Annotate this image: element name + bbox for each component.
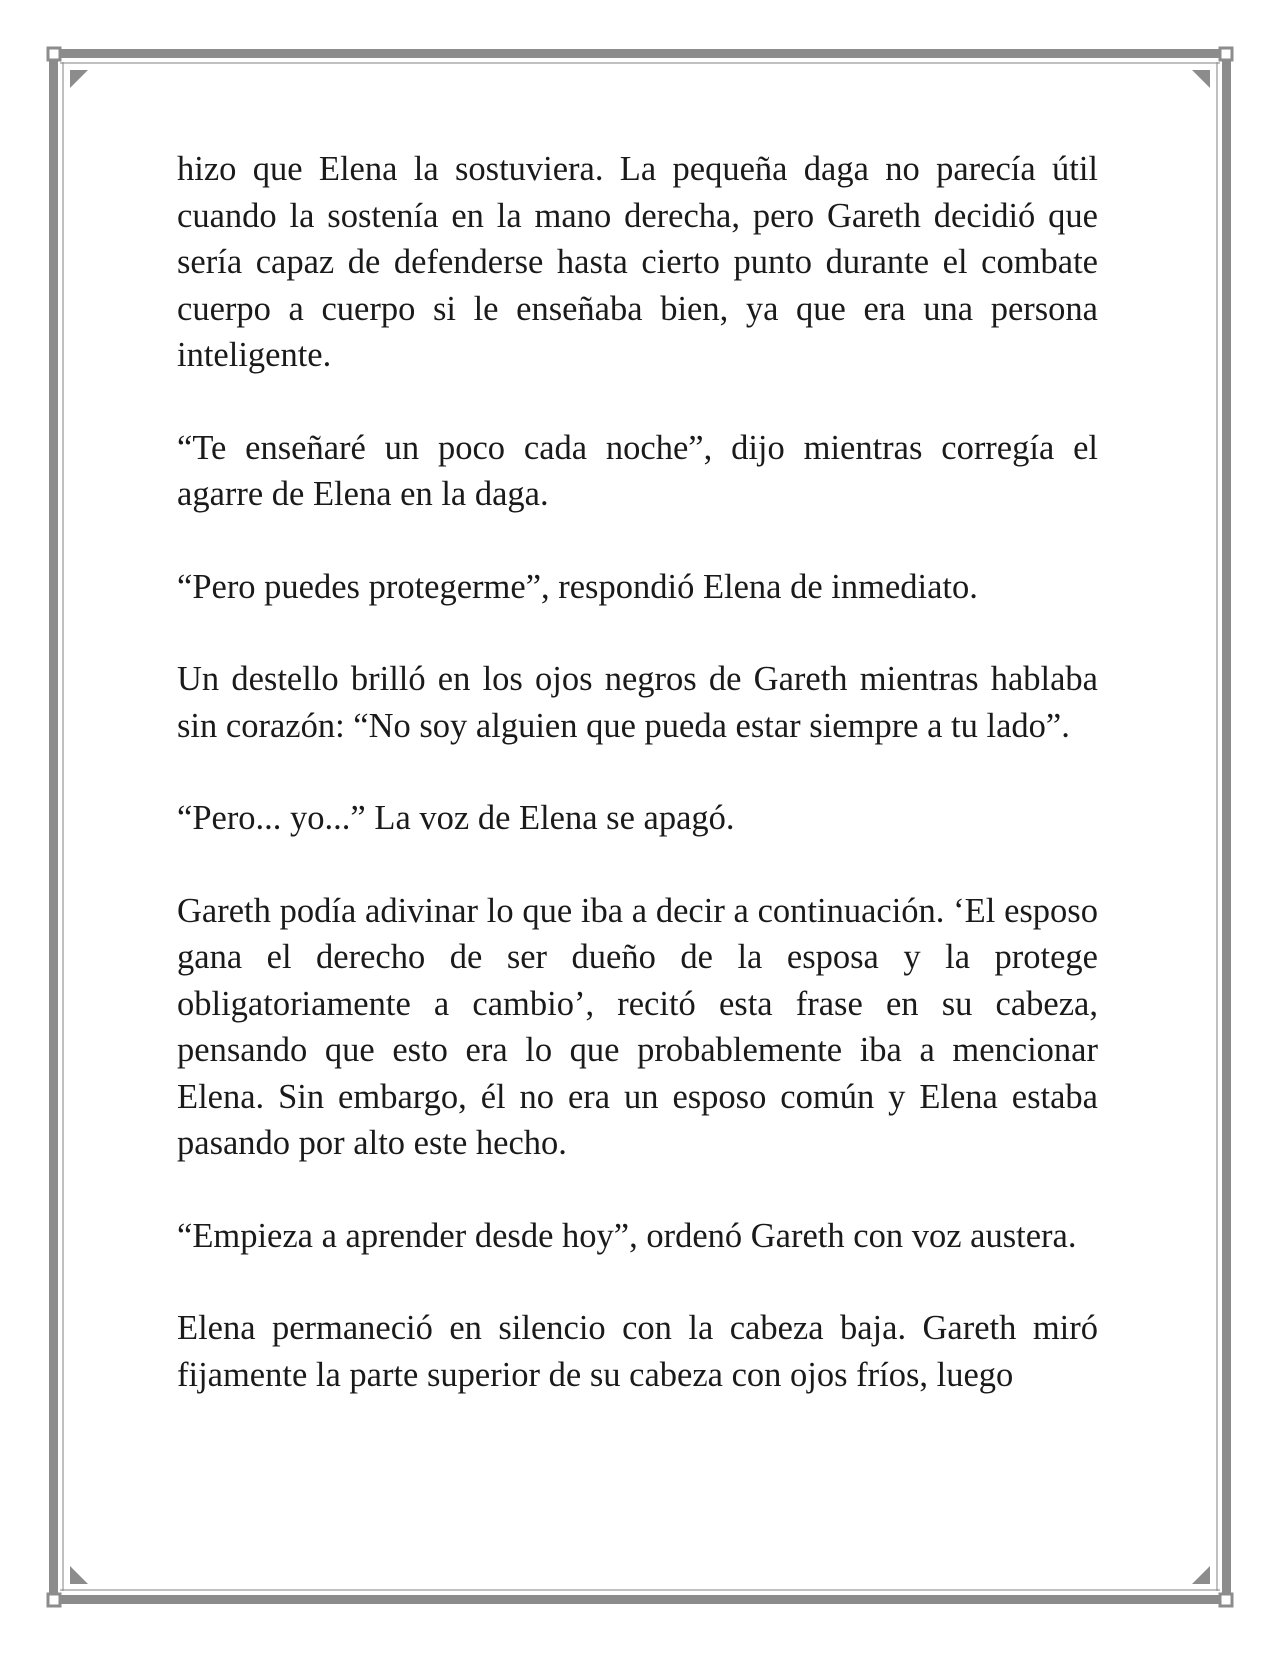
corner-square-br bbox=[1220, 1594, 1232, 1606]
paragraph: Gareth podía adivinar lo que iba a decir a continuación. ‘El esposo gana el derecho de ser dueño de la esposa y la protege obligatoriamente a cambio’, recitó esta frase en su cabeza, pensando que esto era lo que probablemente iba a mencionar Elena. Sin embargo, él no era un esposo común y Elena estaba pasando por alto este hecho. bbox=[177, 891, 1098, 1162]
border-left bbox=[49, 60, 58, 1595]
corner-square-bl bbox=[48, 1594, 60, 1606]
border-right bbox=[1222, 60, 1231, 1595]
paragraph: Un destello brilló en los ojos negros de Gareth mientras hablaba sin corazón: “No soy alguien que pueda estar siempre a tu lado”. bbox=[177, 660, 1098, 745]
border-bottom bbox=[60, 1595, 1220, 1604]
paragraph: “Pero... yo...” La voz de Elena se apagó. bbox=[177, 799, 735, 837]
paragraph: “Pero puedes protegerme”, respondió Elena de inmediato. bbox=[177, 567, 978, 606]
corner-square-tr bbox=[1220, 48, 1232, 60]
paragraph: “Empieza a aprender desde hoy”, ordenó Gareth con voz austera. bbox=[177, 1216, 1077, 1255]
corner-triangle-br bbox=[1192, 1566, 1210, 1584]
corner-triangle-tl bbox=[70, 70, 88, 88]
corner-triangle-tr bbox=[1192, 70, 1210, 88]
paragraph: “Te enseñaré un poco cada noche”, dijo mientras corregía el agarre de Elena en la daga. bbox=[177, 428, 1098, 513]
paragraph: Elena permaneció en silencio con la cabeza baja. Gareth miró fijamente la parte superior de su cabeza con ojos fríos, luego bbox=[177, 1309, 1098, 1394]
corner-square-tl bbox=[48, 48, 60, 60]
border-top bbox=[60, 49, 1220, 58]
paragraph: hizo que Elena la sostuviera. La pequeña daga no parecía útil cuando la sostenía en la mano derecha, pero Gareth decidió que sería capaz de defenderse hasta cierto punto durante el combate cuerpo a cuerpo si le enseñaba bien, ya que era una persona inteligente. bbox=[177, 150, 1098, 374]
page-body-text bbox=[177, 146, 1098, 1398]
corner-triangle-bl bbox=[70, 1566, 88, 1584]
